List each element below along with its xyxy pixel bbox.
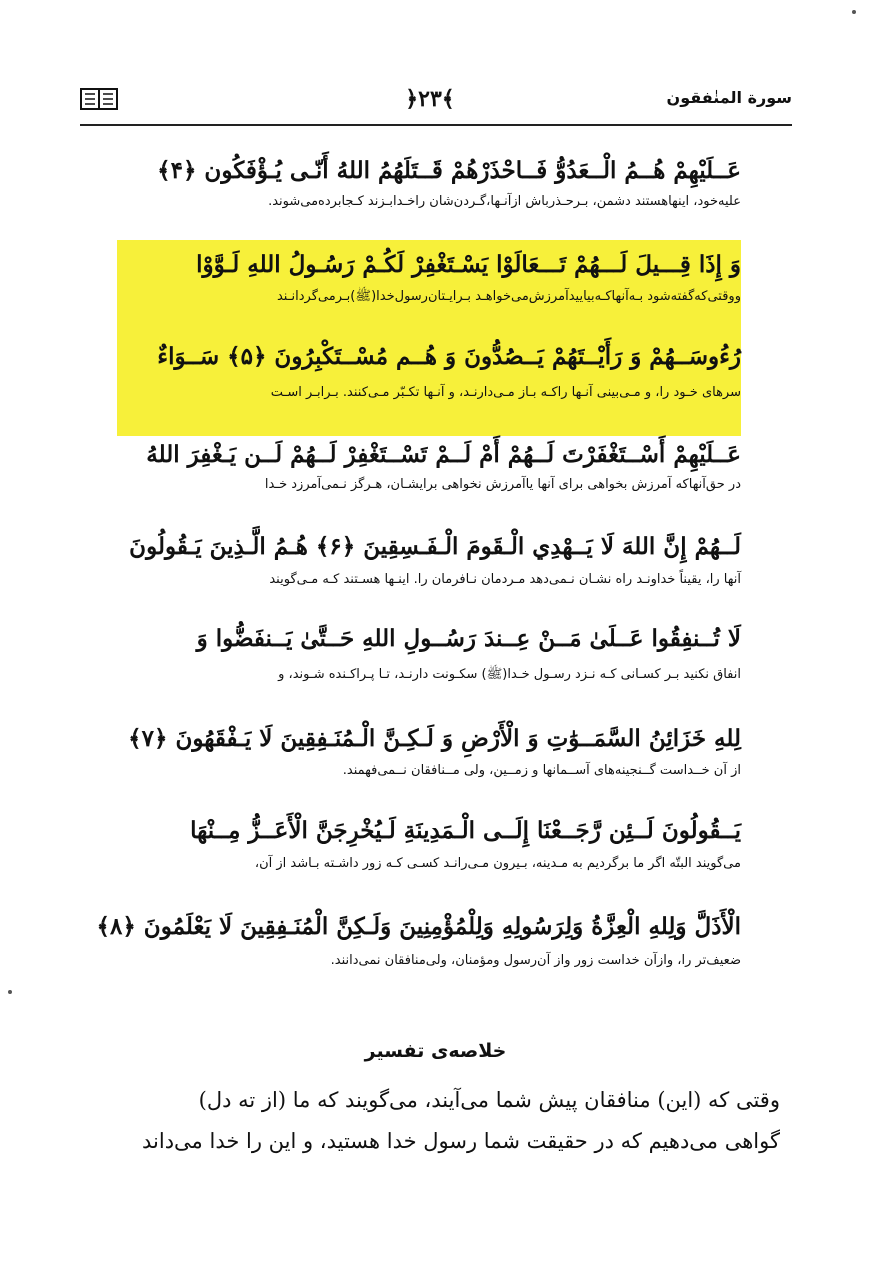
summary-line-1: وقتی که (این) منافقان پیش شما می‌آیند، می‌گویند که ما (از ته دل) [198,1088,780,1112]
verse-arabic-8: يَــقُولُونَ لَــئِن رَّجَــعْنَا إِلَــى الْـمَدِينَةِ لَـيُخْرِجَنَّ الْأَعَــزُّ مِــنْهَا [190,817,741,844]
verse-arabic-7: لِلهِ خَزَائِنُ السَّمَــوَٰتِ وَ الْأَرْضِ وَ لَـكِـنَّ الْـمُنَـفِقِينَ لَا يَـفْقَهُونَ ﴿۷﴾ [128,725,741,752]
verse-translation-9: ضعیف‌تر را، وازآن خداست زور واز آن‌رسول ومؤمنان، ولی‌منافقان نمی‌دانند. [330,953,741,968]
verse-arabic-3: رُءُوسَــهُمْ وَ رَأَيْــتَهُمْ يَــصُدُّونَ وَ هُــم مُسْــتَكْبِرُونَ ﴿۵﴾ سَــوَاءٌ [157,343,741,370]
page-number: ﴿۲۳﴾ [405,86,455,112]
verse-translation-3: سرهای خـود را، و مـی‌بینی آنـها را‌کـه بـاز مـی‌دارنـد، و آنـها تکـبّر مـی‌کنند. بـرابـر اسـت [270,385,741,400]
verse-arabic-2: وَ إِذَا قِـــيلَ لَـــهُمْ تَـــعَالَوْا يَسْـتَغْفِرْ لَكُـمْ رَسُـولُ اللهِ لَـوَّوْا [196,251,741,278]
verse-arabic-9: الْأَذَلَّ وَلِلهِ الْعِزَّةُ وَلِرَسُولِهِ وَلِلْمُؤْمِنِينَ وَلَـكِنَّ الْمُنَـفِقِينَ لَا يَعْلَمُونَ ﴿۸﴾ [96,913,741,940]
verse-translation-4: در حق‌آنهاکه آمرزش بخواهی برای آنها یاآمرزش نخواهی برایشـان، هـرگز نـمی‌آمرزد خـدا [264,477,741,492]
open-book-icon [80,88,118,110]
surah-name: سورة المنٰفقون [666,88,792,107]
verse-arabic-1: عَــلَيْهِمْ هُــمُ الْــعَدُوُّ فَــاحْذَرْهُمْ قَــتَلَهُمُ اللهُ أَنّـى يُـؤْفَكُون ﴿۴﴾ [157,157,741,184]
verse-translation-2: ووقتی‌که‌گفته‌شود بـه‌آنهاکـه‌بیاییدآمرزش‌می‌خواهـد بـرایـتان‌رسول‌خدا(ﷺ)بـرمی‌گردانـند [276,289,741,304]
header-divider [80,124,792,126]
verse-translation-6: انفاق نکنید بـر کسـانی کـه نـزد رسـول خـدا(ﷺ) سکـونت دارنـد، تـا پـراکـنده شـوند، و [278,667,741,682]
verse-arabic-6: لَا تُــنفِقُوا عَــلَىٰ مَــنْ عِــندَ رَسُــولِ اللهِ حَــتَّىٰ يَــنفَضُّوا وَ [196,625,741,652]
summary-line-2: گواهی می‌دهیم که در حقیقت شما رسول خدا هستید، و این را خدا می‌داند [142,1129,780,1153]
verse-arabic-4: عَــلَيْهِمْ أَسْــتَغْفَرْتَ لَــهُمْ أَمْ لَــمْ تَسْــتَغْفِرْ لَــهُمْ لَــن يَـغْفِرَ اللهُ [146,441,741,468]
summary-title: خلاصه‌ی تفسیر [364,1040,507,1062]
verse-translation-1: علیه‌خود، اینهاهستند دشمن، بـرحـذرباش ازآنـها،گـردن‌شان راخـدابـزند کـجابرده‌می‌شوند. [268,194,741,209]
verse-translation-5: آنها را، یقیناً خداونـد راه نشـان نـمی‌دهد مـردمان نـافرمان را. اینـها هسـتند کـه مـی‌گویند [269,572,741,587]
page-header [80,82,792,122]
verse-arabic-5: لَــهُمْ إِنَّ اللهَ لَا يَــهْدِي الْـقَومَ الْـفَـسِقِينَ ﴿۶﴾ هُـمُ الَّـذِينَ يَـقُولُونَ [129,533,741,560]
verse-translation-8: می‌گویند البتّه اگر ما برگردیم به مـدینه، بـیرون مـی‌رانـد کسـی کـه زور داشـته بـاشد از آن، [254,856,741,871]
verse-translation-7: از آن خــداست گــنجینه‌های آســمانها و زمــین، ولی مــنافقان نــمی‌فهمند. [342,763,741,778]
scan-speck [8,990,12,994]
scan-speck [852,10,856,14]
